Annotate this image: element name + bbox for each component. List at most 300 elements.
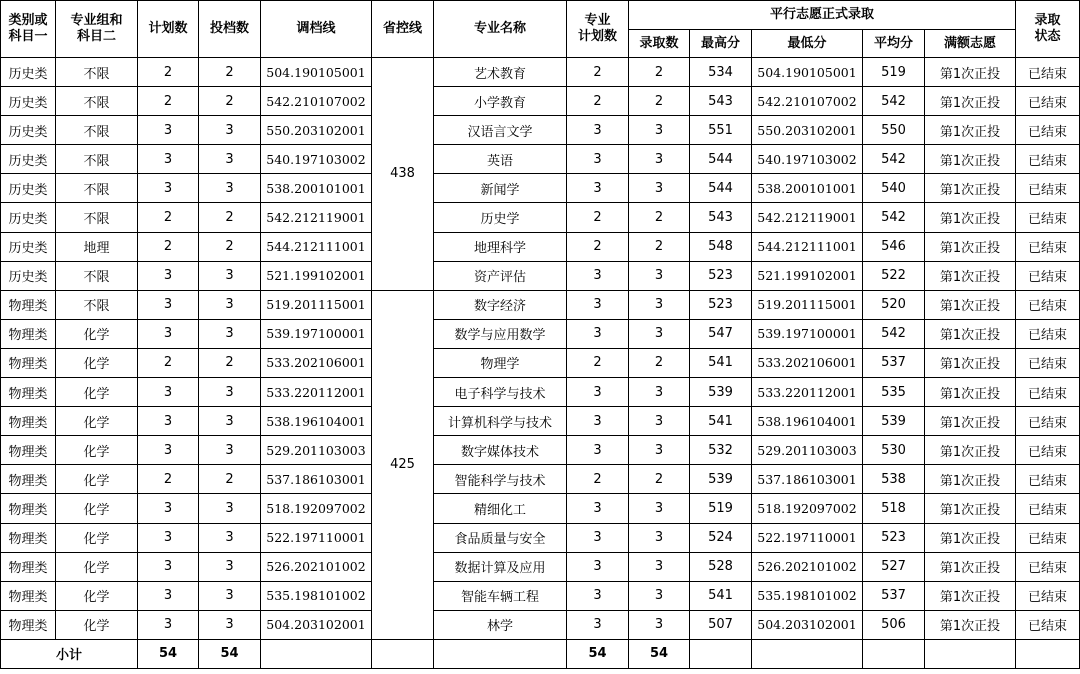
category-cell: 物理类 bbox=[1, 494, 56, 523]
avg-cell: 542 bbox=[863, 145, 925, 174]
major-cell: 数字媒体技术 bbox=[434, 436, 567, 465]
subtotal-empty bbox=[434, 639, 567, 668]
subtotal-empty bbox=[1016, 639, 1080, 668]
header-filed: 投档数 bbox=[199, 1, 261, 58]
filed-cell: 3 bbox=[199, 523, 261, 552]
max-cell: 541 bbox=[690, 407, 752, 436]
subtotal-admitted: 54 bbox=[629, 639, 690, 668]
header-group: 专业组和 科目二 bbox=[56, 1, 138, 58]
min-cell: 519.201115001 bbox=[752, 290, 863, 319]
status-cell: 已结束 bbox=[1016, 610, 1080, 639]
category-cell: 历史类 bbox=[1, 232, 56, 261]
header-avg: 平均分 bbox=[863, 30, 925, 58]
group-cell: 化学 bbox=[56, 348, 138, 377]
table-body bbox=[1, 58, 1080, 669]
category-cell: 物理类 bbox=[1, 523, 56, 552]
max-cell: 544 bbox=[690, 145, 752, 174]
admitted-cell: 3 bbox=[629, 523, 690, 552]
min-cell: 504.190105001 bbox=[752, 58, 863, 87]
major-cell: 数字经济 bbox=[434, 290, 567, 319]
major-cell: 智能科学与技术 bbox=[434, 465, 567, 494]
status-cell: 已结束 bbox=[1016, 407, 1080, 436]
header-category: 类别或 科目一 bbox=[1, 1, 56, 58]
group-cell: 不限 bbox=[56, 261, 138, 290]
major-plan-cell: 3 bbox=[567, 610, 629, 639]
subtotal-major-plan: 54 bbox=[567, 639, 629, 668]
plan-cell: 3 bbox=[138, 378, 199, 407]
admitted-cell: 3 bbox=[629, 610, 690, 639]
category-cell: 历史类 bbox=[1, 58, 56, 87]
subtotal-empty bbox=[752, 639, 863, 668]
major-plan-cell: 2 bbox=[567, 203, 629, 232]
full-cell: 第1次正投 bbox=[925, 348, 1016, 377]
major-plan-cell: 2 bbox=[567, 87, 629, 116]
avg-cell: 537 bbox=[863, 581, 925, 610]
category-cell: 物理类 bbox=[1, 348, 56, 377]
major-plan-cell: 3 bbox=[567, 581, 629, 610]
group-cell: 不限 bbox=[56, 58, 138, 87]
filed-cell: 3 bbox=[199, 174, 261, 203]
avg-cell: 523 bbox=[863, 523, 925, 552]
full-cell: 第1次正投 bbox=[925, 116, 1016, 145]
max-cell: 519 bbox=[690, 494, 752, 523]
header-adjust-line: 调档线 bbox=[261, 1, 372, 58]
major-cell: 资产评估 bbox=[434, 261, 567, 290]
adjust-line-cell: 504.203102001 bbox=[261, 610, 372, 639]
major-plan-cell: 3 bbox=[567, 378, 629, 407]
full-cell: 第1次正投 bbox=[925, 581, 1016, 610]
header-full: 满额志愿 bbox=[925, 30, 1016, 58]
avg-cell: 539 bbox=[863, 407, 925, 436]
adjust-line-cell: 521.199102001 bbox=[261, 261, 372, 290]
major-cell: 地理科学 bbox=[434, 232, 567, 261]
min-cell: 544.212111001 bbox=[752, 232, 863, 261]
full-cell: 第1次正投 bbox=[925, 87, 1016, 116]
admitted-cell: 2 bbox=[629, 465, 690, 494]
category-cell: 物理类 bbox=[1, 319, 56, 348]
avg-cell: 519 bbox=[863, 58, 925, 87]
min-cell: 529.201103003 bbox=[752, 436, 863, 465]
major-plan-cell: 2 bbox=[567, 348, 629, 377]
major-cell: 物理学 bbox=[434, 348, 567, 377]
table-row bbox=[1, 290, 1080, 319]
major-plan-cell: 3 bbox=[567, 407, 629, 436]
group-cell: 不限 bbox=[56, 145, 138, 174]
group-cell: 化学 bbox=[56, 407, 138, 436]
max-cell: 543 bbox=[690, 87, 752, 116]
admitted-cell: 2 bbox=[629, 232, 690, 261]
group-cell: 化学 bbox=[56, 436, 138, 465]
header-min: 最低分 bbox=[752, 30, 863, 58]
status-cell: 已结束 bbox=[1016, 348, 1080, 377]
status-cell: 已结束 bbox=[1016, 145, 1080, 174]
avg-cell: 538 bbox=[863, 465, 925, 494]
major-plan-cell: 3 bbox=[567, 494, 629, 523]
group-cell: 不限 bbox=[56, 203, 138, 232]
max-cell: 547 bbox=[690, 319, 752, 348]
group-cell: 不限 bbox=[56, 87, 138, 116]
major-cell: 英语 bbox=[434, 145, 567, 174]
table-row bbox=[1, 145, 1080, 174]
major-cell: 小学教育 bbox=[434, 87, 567, 116]
status-cell: 已结束 bbox=[1016, 465, 1080, 494]
full-cell: 第1次正投 bbox=[925, 58, 1016, 87]
header-admitted: 录取数 bbox=[629, 30, 690, 58]
category-cell: 物理类 bbox=[1, 465, 56, 494]
category-cell: 物理类 bbox=[1, 378, 56, 407]
admitted-cell: 2 bbox=[629, 203, 690, 232]
major-cell: 艺术教育 bbox=[434, 58, 567, 87]
category-cell: 物理类 bbox=[1, 581, 56, 610]
major-plan-cell: 3 bbox=[567, 319, 629, 348]
avg-cell: 550 bbox=[863, 116, 925, 145]
full-cell: 第1次正投 bbox=[925, 232, 1016, 261]
max-cell: 534 bbox=[690, 58, 752, 87]
header-row-1 bbox=[1, 1, 1080, 30]
table-row bbox=[1, 261, 1080, 290]
avg-cell: 535 bbox=[863, 378, 925, 407]
admitted-cell: 3 bbox=[629, 290, 690, 319]
avg-cell: 542 bbox=[863, 319, 925, 348]
admitted-cell: 3 bbox=[629, 378, 690, 407]
subtotal-empty bbox=[925, 639, 1016, 668]
min-cell: 537.186103001 bbox=[752, 465, 863, 494]
group-cell: 不限 bbox=[56, 174, 138, 203]
status-cell: 已结束 bbox=[1016, 290, 1080, 319]
full-cell: 第1次正投 bbox=[925, 407, 1016, 436]
table-row bbox=[1, 523, 1080, 552]
status-cell: 已结束 bbox=[1016, 494, 1080, 523]
full-cell: 第1次正投 bbox=[925, 610, 1016, 639]
major-cell: 数据计算及应用 bbox=[434, 552, 567, 581]
admitted-cell: 3 bbox=[629, 581, 690, 610]
filed-cell: 2 bbox=[199, 232, 261, 261]
header-major-plan: 专业 计划数 bbox=[567, 1, 629, 58]
table-row bbox=[1, 610, 1080, 639]
min-cell: 522.197110001 bbox=[752, 523, 863, 552]
category-cell: 物理类 bbox=[1, 610, 56, 639]
major-plan-cell: 3 bbox=[567, 174, 629, 203]
adjust-line-cell: 526.202101002 bbox=[261, 552, 372, 581]
max-cell: 544 bbox=[690, 174, 752, 203]
table-row bbox=[1, 58, 1080, 87]
filed-cell: 2 bbox=[199, 465, 261, 494]
status-cell: 已结束 bbox=[1016, 232, 1080, 261]
major-plan-cell: 2 bbox=[567, 465, 629, 494]
status-cell: 已结束 bbox=[1016, 378, 1080, 407]
major-plan-cell: 3 bbox=[567, 116, 629, 145]
min-cell: 542.212119001 bbox=[752, 203, 863, 232]
filed-cell: 2 bbox=[199, 58, 261, 87]
avg-cell: 518 bbox=[863, 494, 925, 523]
major-plan-cell: 3 bbox=[567, 290, 629, 319]
filed-cell: 3 bbox=[199, 319, 261, 348]
min-cell: 540.197103002 bbox=[752, 145, 863, 174]
admitted-cell: 3 bbox=[629, 494, 690, 523]
adjust-line-cell: 538.196104001 bbox=[261, 407, 372, 436]
status-cell: 已结束 bbox=[1016, 436, 1080, 465]
filed-cell: 2 bbox=[199, 348, 261, 377]
major-cell: 历史学 bbox=[434, 203, 567, 232]
adjust-line-cell: 533.202106001 bbox=[261, 348, 372, 377]
plan-cell: 2 bbox=[138, 232, 199, 261]
avg-cell: 530 bbox=[863, 436, 925, 465]
table-row bbox=[1, 552, 1080, 581]
admitted-cell: 3 bbox=[629, 145, 690, 174]
header-plan: 计划数 bbox=[138, 1, 199, 58]
subtotal-label: 小计 bbox=[1, 639, 138, 668]
filed-cell: 3 bbox=[199, 610, 261, 639]
header-provincial-line: 省控线 bbox=[372, 1, 434, 58]
adjust-line-cell: 533.220112001 bbox=[261, 378, 372, 407]
subtotal-plan: 54 bbox=[138, 639, 199, 668]
group-cell: 化学 bbox=[56, 319, 138, 348]
table-row bbox=[1, 494, 1080, 523]
filed-cell: 3 bbox=[199, 436, 261, 465]
min-cell: 535.198101002 bbox=[752, 581, 863, 610]
filed-cell: 3 bbox=[199, 552, 261, 581]
admitted-cell: 2 bbox=[629, 87, 690, 116]
status-cell: 已结束 bbox=[1016, 523, 1080, 552]
min-cell: 533.202106001 bbox=[752, 348, 863, 377]
category-cell: 历史类 bbox=[1, 174, 56, 203]
max-cell: 507 bbox=[690, 610, 752, 639]
admitted-cell: 2 bbox=[629, 58, 690, 87]
category-cell: 物理类 bbox=[1, 436, 56, 465]
group-cell: 不限 bbox=[56, 116, 138, 145]
status-cell: 已结束 bbox=[1016, 552, 1080, 581]
plan-cell: 3 bbox=[138, 319, 199, 348]
table-row bbox=[1, 319, 1080, 348]
category-cell: 历史类 bbox=[1, 203, 56, 232]
max-cell: 541 bbox=[690, 581, 752, 610]
plan-cell: 3 bbox=[138, 436, 199, 465]
status-cell: 已结束 bbox=[1016, 87, 1080, 116]
max-cell: 523 bbox=[690, 290, 752, 319]
table-row bbox=[1, 436, 1080, 465]
table-row bbox=[1, 581, 1080, 610]
category-cell: 历史类 bbox=[1, 87, 56, 116]
subtotal-empty bbox=[372, 639, 434, 668]
full-cell: 第1次正投 bbox=[925, 378, 1016, 407]
major-plan-cell: 3 bbox=[567, 552, 629, 581]
plan-cell: 3 bbox=[138, 290, 199, 319]
group-cell: 化学 bbox=[56, 378, 138, 407]
full-cell: 第1次正投 bbox=[925, 203, 1016, 232]
max-cell: 539 bbox=[690, 378, 752, 407]
adjust-line-cell: 550.203102001 bbox=[261, 116, 372, 145]
filed-cell: 3 bbox=[199, 407, 261, 436]
filed-cell: 3 bbox=[199, 116, 261, 145]
full-cell: 第1次正投 bbox=[925, 319, 1016, 348]
group-cell: 化学 bbox=[56, 494, 138, 523]
min-cell: 526.202101002 bbox=[752, 552, 863, 581]
admitted-cell: 3 bbox=[629, 261, 690, 290]
filed-cell: 3 bbox=[199, 378, 261, 407]
status-cell: 已结束 bbox=[1016, 174, 1080, 203]
min-cell: 538.196104001 bbox=[752, 407, 863, 436]
min-cell: 533.220112001 bbox=[752, 378, 863, 407]
major-cell: 食品质量与安全 bbox=[434, 523, 567, 552]
avg-cell: 542 bbox=[863, 87, 925, 116]
admitted-cell: 3 bbox=[629, 552, 690, 581]
major-plan-cell: 2 bbox=[567, 58, 629, 87]
group-cell: 地理 bbox=[56, 232, 138, 261]
avg-cell: 542 bbox=[863, 203, 925, 232]
admitted-cell: 3 bbox=[629, 116, 690, 145]
full-cell: 第1次正投 bbox=[925, 261, 1016, 290]
full-cell: 第1次正投 bbox=[925, 174, 1016, 203]
status-cell: 已结束 bbox=[1016, 261, 1080, 290]
major-cell: 汉语言文学 bbox=[434, 116, 567, 145]
header-status: 录取 状态 bbox=[1016, 1, 1080, 58]
major-plan-cell: 2 bbox=[567, 232, 629, 261]
max-cell: 543 bbox=[690, 203, 752, 232]
subtotal-empty bbox=[690, 639, 752, 668]
subtotal-empty bbox=[863, 639, 925, 668]
adjust-line-cell: 538.200101001 bbox=[261, 174, 372, 203]
subtotal-filed: 54 bbox=[199, 639, 261, 668]
adjust-line-cell: 504.190105001 bbox=[261, 58, 372, 87]
admitted-cell: 3 bbox=[629, 407, 690, 436]
table-row bbox=[1, 174, 1080, 203]
plan-cell: 3 bbox=[138, 261, 199, 290]
admitted-cell: 3 bbox=[629, 174, 690, 203]
status-cell: 已结束 bbox=[1016, 203, 1080, 232]
subtotal-row bbox=[1, 639, 1080, 668]
filed-cell: 3 bbox=[199, 494, 261, 523]
group-cell: 化学 bbox=[56, 610, 138, 639]
full-cell: 第1次正投 bbox=[925, 465, 1016, 494]
max-cell: 524 bbox=[690, 523, 752, 552]
full-cell: 第1次正投 bbox=[925, 436, 1016, 465]
adjust-line-cell: 535.198101002 bbox=[261, 581, 372, 610]
major-cell: 电子科学与技术 bbox=[434, 378, 567, 407]
major-plan-cell: 3 bbox=[567, 523, 629, 552]
adjust-line-cell: 539.197100001 bbox=[261, 319, 372, 348]
header-parallel-title: 平行志愿正式录取 bbox=[629, 1, 1016, 30]
avg-cell: 506 bbox=[863, 610, 925, 639]
group-cell: 化学 bbox=[56, 465, 138, 494]
category-cell: 物理类 bbox=[1, 407, 56, 436]
plan-cell: 3 bbox=[138, 581, 199, 610]
table-row bbox=[1, 407, 1080, 436]
major-cell: 林学 bbox=[434, 610, 567, 639]
adjust-line-cell: 519.201115001 bbox=[261, 290, 372, 319]
category-cell: 物理类 bbox=[1, 552, 56, 581]
min-cell: 550.203102001 bbox=[752, 116, 863, 145]
max-cell: 532 bbox=[690, 436, 752, 465]
min-cell: 539.197100001 bbox=[752, 319, 863, 348]
adjust-line-cell: 542.210107002 bbox=[261, 87, 372, 116]
header-major: 专业名称 bbox=[434, 1, 567, 58]
full-cell: 第1次正投 bbox=[925, 290, 1016, 319]
category-cell: 历史类 bbox=[1, 116, 56, 145]
status-cell: 已结束 bbox=[1016, 116, 1080, 145]
table-row bbox=[1, 232, 1080, 261]
plan-cell: 3 bbox=[138, 407, 199, 436]
category-cell: 历史类 bbox=[1, 145, 56, 174]
adjust-line-cell: 529.201103003 bbox=[261, 436, 372, 465]
group-cell: 不限 bbox=[56, 290, 138, 319]
major-cell: 智能车辆工程 bbox=[434, 581, 567, 610]
plan-cell: 2 bbox=[138, 58, 199, 87]
plan-cell: 3 bbox=[138, 145, 199, 174]
table-row bbox=[1, 348, 1080, 377]
group-cell: 化学 bbox=[56, 523, 138, 552]
major-cell: 新闻学 bbox=[434, 174, 567, 203]
plan-cell: 2 bbox=[138, 465, 199, 494]
avg-cell: 527 bbox=[863, 552, 925, 581]
min-cell: 504.203102001 bbox=[752, 610, 863, 639]
plan-cell: 3 bbox=[138, 494, 199, 523]
min-cell: 538.200101001 bbox=[752, 174, 863, 203]
admitted-cell: 3 bbox=[629, 436, 690, 465]
max-cell: 539 bbox=[690, 465, 752, 494]
adjust-line-cell: 522.197110001 bbox=[261, 523, 372, 552]
provincial-line-cell: 425 bbox=[372, 290, 434, 639]
header-max: 最高分 bbox=[690, 30, 752, 58]
adjust-line-cell: 542.212119001 bbox=[261, 203, 372, 232]
major-plan-cell: 3 bbox=[567, 145, 629, 174]
adjust-line-cell: 544.212111001 bbox=[261, 232, 372, 261]
avg-cell: 537 bbox=[863, 348, 925, 377]
avg-cell: 546 bbox=[863, 232, 925, 261]
full-cell: 第1次正投 bbox=[925, 523, 1016, 552]
avg-cell: 540 bbox=[863, 174, 925, 203]
table-row bbox=[1, 87, 1080, 116]
filed-cell: 3 bbox=[199, 581, 261, 610]
category-cell: 历史类 bbox=[1, 261, 56, 290]
filed-cell: 3 bbox=[199, 261, 261, 290]
plan-cell: 3 bbox=[138, 610, 199, 639]
category-cell: 物理类 bbox=[1, 290, 56, 319]
adjust-line-cell: 537.186103001 bbox=[261, 465, 372, 494]
table-row bbox=[1, 378, 1080, 407]
major-cell: 计算机科学与技术 bbox=[434, 407, 567, 436]
admitted-cell: 2 bbox=[629, 348, 690, 377]
full-cell: 第1次正投 bbox=[925, 494, 1016, 523]
plan-cell: 2 bbox=[138, 348, 199, 377]
plan-cell: 3 bbox=[138, 174, 199, 203]
status-cell: 已结束 bbox=[1016, 58, 1080, 87]
max-cell: 551 bbox=[690, 116, 752, 145]
plan-cell: 3 bbox=[138, 116, 199, 145]
plan-cell: 2 bbox=[138, 87, 199, 116]
avg-cell: 522 bbox=[863, 261, 925, 290]
subtotal-empty bbox=[261, 639, 372, 668]
major-plan-cell: 3 bbox=[567, 261, 629, 290]
adjust-line-cell: 540.197103002 bbox=[261, 145, 372, 174]
adjust-line-cell: 518.192097002 bbox=[261, 494, 372, 523]
full-cell: 第1次正投 bbox=[925, 552, 1016, 581]
table-row bbox=[1, 203, 1080, 232]
filed-cell: 2 bbox=[199, 203, 261, 232]
max-cell: 528 bbox=[690, 552, 752, 581]
plan-cell: 3 bbox=[138, 552, 199, 581]
major-plan-cell: 3 bbox=[567, 436, 629, 465]
filed-cell: 3 bbox=[199, 145, 261, 174]
filed-cell: 2 bbox=[199, 87, 261, 116]
avg-cell: 520 bbox=[863, 290, 925, 319]
full-cell: 第1次正投 bbox=[925, 145, 1016, 174]
min-cell: 542.210107002 bbox=[752, 87, 863, 116]
max-cell: 523 bbox=[690, 261, 752, 290]
table-row bbox=[1, 116, 1080, 145]
min-cell: 521.199102001 bbox=[752, 261, 863, 290]
max-cell: 541 bbox=[690, 348, 752, 377]
filed-cell: 3 bbox=[199, 290, 261, 319]
